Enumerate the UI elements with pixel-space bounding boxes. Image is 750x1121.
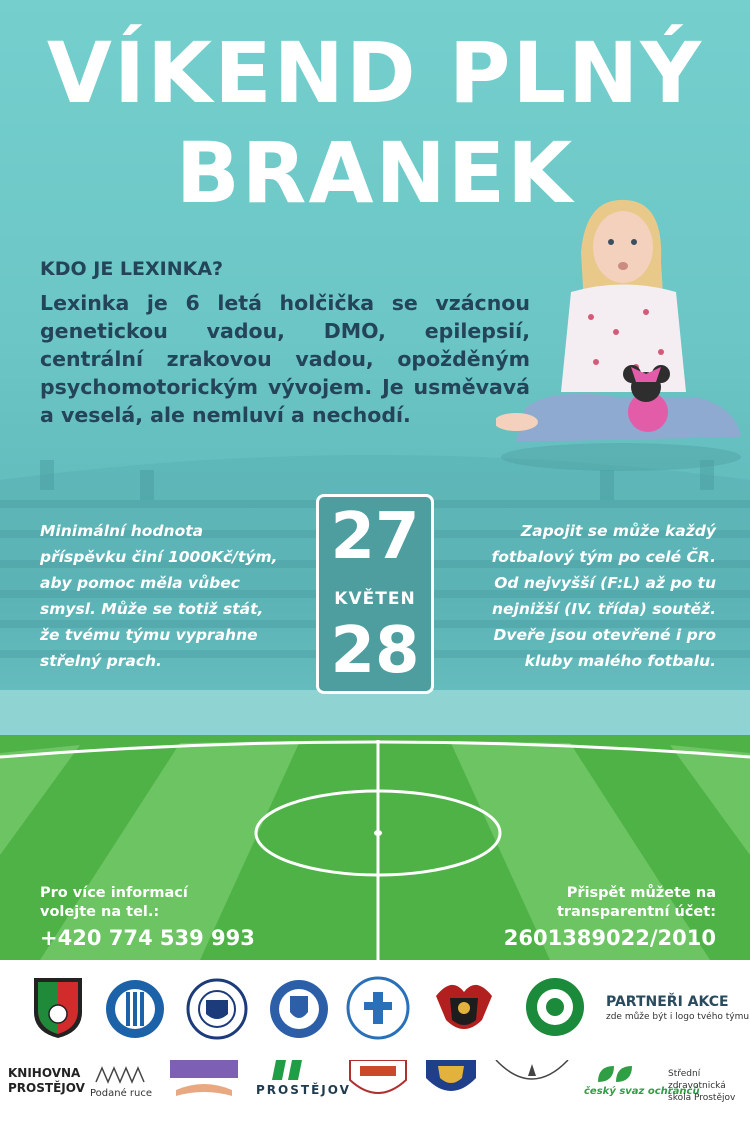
date-month: KVĚTEN (334, 589, 416, 609)
about-text: Lexinka je 6 letá holčička se vzácnou genetickou vadou, DMO, epilepsií, centrální zrakovou vadou, opožděným psychomotorickým vývojem. Je usměvavá a veselá, ale nemluví a nechodí. (40, 291, 530, 427)
prostejov-city-crest (346, 1060, 410, 1100)
date-day-1: 27 (330, 500, 420, 574)
left-text-line: smysl. Může se totiž stát, (40, 600, 264, 618)
left-text-line: že tvému týmu vyprahne (40, 626, 258, 644)
sk-prostejov-logo (268, 978, 330, 1040)
right-text-line: Dveře jsou otevřené i pro (493, 626, 716, 644)
ske-republika-logo (492, 1060, 572, 1100)
sokol-konice-logo (524, 976, 586, 1038)
right-info-text (440, 518, 716, 674)
skola-line-1: Střední zdravotnická (668, 1069, 726, 1091)
right-text-line: Od nejvyšší (F:L) až po tu (494, 574, 716, 592)
logos-area (0, 960, 750, 1121)
left-text-line: Minimální hodnota (40, 522, 204, 540)
slovan-liberec-logo (186, 978, 248, 1040)
left-text-line: aby pomoc měla vůbec (40, 574, 240, 592)
knihovna-line-1: KNIHOVNA (8, 1066, 81, 1080)
skola-line-2: škola Prostějov (668, 1093, 736, 1103)
podane-ruce-text: Podané ruce (90, 1088, 153, 1099)
fk-skalka-logo (346, 974, 410, 1040)
partners-subtitle: zde může být i logo tvého týmu (606, 1012, 750, 1022)
left-info-text (40, 518, 310, 674)
right-text-line: nejnižší (IV. třída) soutěž. (491, 600, 716, 618)
right-text-line: kluby malého fotbalu. (524, 652, 716, 670)
klenovice-logo (30, 974, 86, 1040)
donate-line-2: transparentní účet: (556, 904, 716, 920)
contact-info (40, 884, 255, 952)
sigma-olomouc-logo (104, 978, 166, 1040)
vrahovice-logo (432, 976, 496, 1040)
date-day-2: 28 (330, 614, 420, 688)
svaz-leaf-icon (594, 1064, 634, 1084)
zdravotnicka-skola (668, 1068, 750, 1104)
right-text-line: fotbalový tým po celé ČR. (491, 548, 716, 566)
contact-line-1: Pro více informací (40, 885, 188, 901)
hands-logo (170, 1060, 238, 1100)
donate-account: 2601389022/2010 (503, 926, 716, 950)
prostejov-mark (272, 1060, 306, 1080)
knihovna-line-2: PROSTĚJOV (8, 1081, 85, 1095)
donate-line-1: Přispět můžete na (566, 885, 716, 901)
title-line-1: VÍKEND PLNÝ (46, 24, 704, 122)
girl-photo (496, 192, 746, 472)
contact-line-2: volejte na tel.: (40, 904, 160, 920)
left-text-line: příspěvku činí 1000Kč/tým, (40, 548, 278, 566)
question-heading: KDO JE LEXINKA? (40, 258, 224, 280)
title-line-2: BRANEK (175, 124, 575, 222)
knihovna-logo (8, 1066, 85, 1096)
date-box (316, 494, 434, 694)
partners-title: PARTNEŘI AKCE (606, 994, 729, 1010)
podane-ruce-mark (92, 1064, 150, 1086)
svaz-text: český svaz ochránců (584, 1086, 700, 1097)
hasici-crest (424, 1060, 478, 1100)
donate-info (504, 884, 716, 952)
contact-phone[interactable]: +420 774 539 993 (40, 926, 255, 950)
prostejov-text: PROSTĚJOV (256, 1083, 351, 1097)
left-text-line: střelný prach. (40, 652, 162, 670)
right-text-line: Zapojit se může každý (520, 522, 716, 540)
